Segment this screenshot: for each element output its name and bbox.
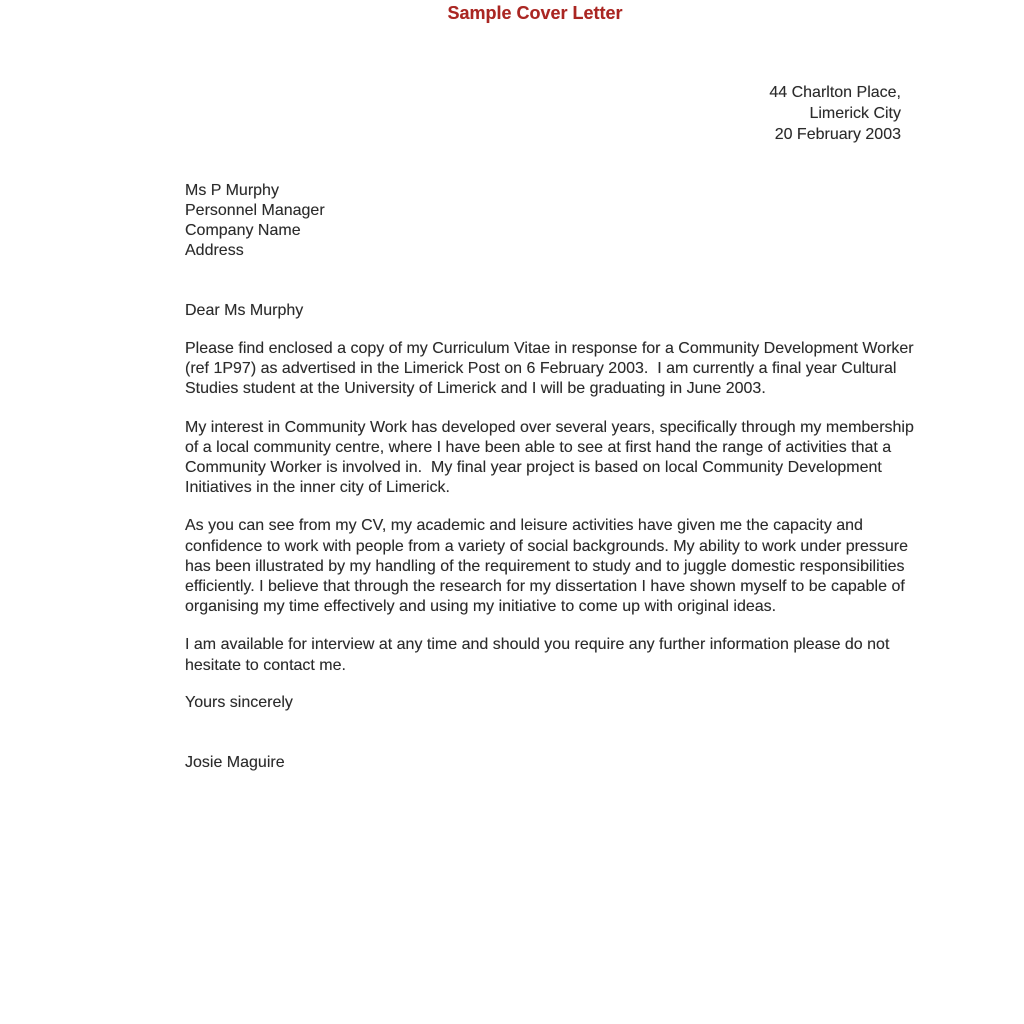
closing-line: Yours sincerely (185, 693, 293, 711)
signature-name: Josie Maguire (185, 753, 285, 771)
body-paragraph-3: As you can see from my CV, my academic and leisure activities have given me the capacity and confidence to work with people from a variety of social backgrounds. My ability to work under pressure has been illustrated by my handling of the requirement to study and to juggle domestic responsibilities efficiently. I believe that through the research for my dissertation I have shown myself to be capable of organising my time effectively and using my initiative to come up with original ideas. (185, 517, 913, 616)
recipient-company: Company Name (185, 222, 301, 239)
sender-address-line-2: Limerick City (809, 105, 901, 122)
body-paragraph-2: My interest in Community Work has developed over several years, specifically through my membership of a local community centre, where I have been able to see at first hand the range of activities that a Community Worker is involved in. My final year project is based on local Community Development Initiatives in the inner city of Limerick. (185, 418, 919, 497)
recipient-address-block (185, 181, 925, 261)
sender-date-line: 20 February 2003 (774, 126, 901, 143)
recipient-address: Address (185, 242, 244, 259)
body-paragraph-1: Please find enclosed a copy of my Curriculum Vitae in response for a Community Development Worker (ref 1P97) as advertised in the Limerick Post on 6 February 2003. I am currently a final year Cultural Studies student at the University of Limerick and I will be graduating in June 2003. (185, 340, 919, 398)
sender-address-block (185, 82, 901, 145)
recipient-name: Ms P Murphy (185, 182, 279, 199)
recipient-title: Personnel Manager (185, 202, 325, 219)
sender-address-line-1: 44 Charlton Place, (769, 84, 901, 101)
page-title: Sample Cover Letter (447, 3, 623, 23)
body-paragraph-4: I am available for interview at any time and should you require any further information please do not hesitate to contact me. (185, 636, 894, 674)
salutation: Dear Ms Murphy (185, 302, 304, 319)
